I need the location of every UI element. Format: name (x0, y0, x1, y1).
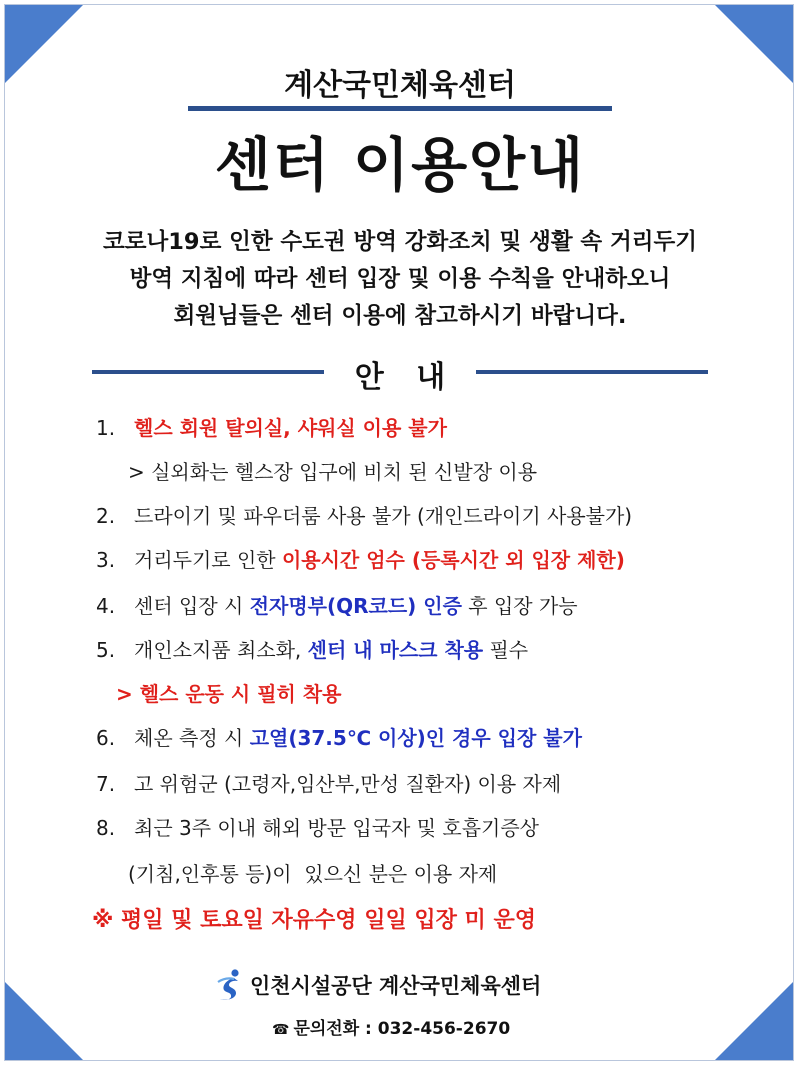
item-text: > 헬스 운동 시 필히 착용 (116, 682, 342, 706)
corner-decoration-bottom-left (5, 982, 83, 1060)
title-divider (188, 106, 612, 111)
item-text: 이용시간 엄수 (등록시간 외 입장 제한) (281, 548, 625, 572)
item-text: 개인소지품 최소화, (134, 638, 308, 662)
item-text: 전자명부(QR코드) 인증 (249, 594, 462, 618)
item-text: 헬스 회원 탈의실, 샤워실 이용 불가 (134, 416, 447, 440)
list-item (96, 812, 539, 841)
item-number: 4. (96, 594, 116, 618)
list-item (116, 678, 341, 707)
footer-org-name: 인천시설공단 계산국민체육센터 (250, 974, 542, 998)
section-header (0, 350, 800, 396)
intro-line: 코로나19로 인한 수도권 방역 강화조치 및 생활 속 거리두기 (103, 229, 697, 255)
corner-decoration-bottom-right (715, 982, 793, 1060)
item-text: 고 위험군 (고령자,임산부,만성 질환자) 이용 자제 (134, 772, 562, 796)
item-number: 3. (96, 548, 116, 572)
item-text: 센터 입장 시 (134, 594, 250, 618)
item-number: 2. (96, 504, 116, 528)
notice-text: ※ 평일 및 토요일 자유수영 일일 입장 미 운영 (92, 908, 536, 933)
runner-logo-icon (214, 968, 244, 1002)
item-text: 센터 내 마스크 착용 (307, 638, 484, 662)
footer-organization (214, 968, 541, 1002)
list-item (96, 412, 447, 441)
item-number: 5. (96, 638, 116, 662)
item-text: 고열(37.5℃ 이상)인 경우 입장 불가 (249, 726, 582, 750)
item-number: 1. (96, 416, 116, 440)
item-text: (기침,인후통 등)이 있으신 분은 이용 자제 (128, 862, 498, 886)
list-item (96, 634, 528, 663)
section-divider-left (92, 370, 324, 374)
item-text: 드라이기 및 파우더룸 사용 불가 (개인드라이기 사용불가) (134, 504, 633, 528)
item-text: 후 입장 가능 (461, 594, 578, 618)
telephone-icon: ☎ (272, 1022, 290, 1038)
item-number: 7. (96, 772, 116, 796)
section-label: 안 내 (354, 360, 446, 395)
list-item (96, 768, 561, 797)
item-number: 6. (96, 726, 116, 750)
list-item (96, 500, 632, 529)
intro-line: 회원님들은 센터 이용에 참고하시기 바랍니다. (173, 303, 627, 329)
page-title: 센터 이용안내 (214, 131, 586, 199)
org-title: 계산국민체육센터 (284, 68, 516, 103)
list-item (96, 590, 578, 619)
intro-paragraph (40, 224, 760, 335)
list-item (96, 544, 625, 573)
item-text: 필수 (483, 638, 529, 662)
list-item (128, 456, 537, 485)
item-text: 체온 측정 시 (134, 726, 250, 750)
item-text: 최근 3주 이내 해외 방문 입국자 및 호흡기증상 (134, 816, 539, 840)
section-divider-right (476, 370, 708, 374)
footer-phone (272, 1014, 510, 1039)
intro-line: 방역 지침에 따라 센터 입장 및 이용 수칙을 안내하오니 (129, 266, 671, 292)
phone-text: 문의전화 : 032-456-2670 (293, 1019, 511, 1039)
list-item (128, 858, 497, 887)
item-text: 거리두기로 인한 (134, 548, 282, 572)
item-number: 8. (96, 816, 116, 840)
list-item (96, 722, 582, 751)
item-text: > 실외화는 헬스장 입구에 비치 된 신발장 이용 (128, 460, 538, 484)
